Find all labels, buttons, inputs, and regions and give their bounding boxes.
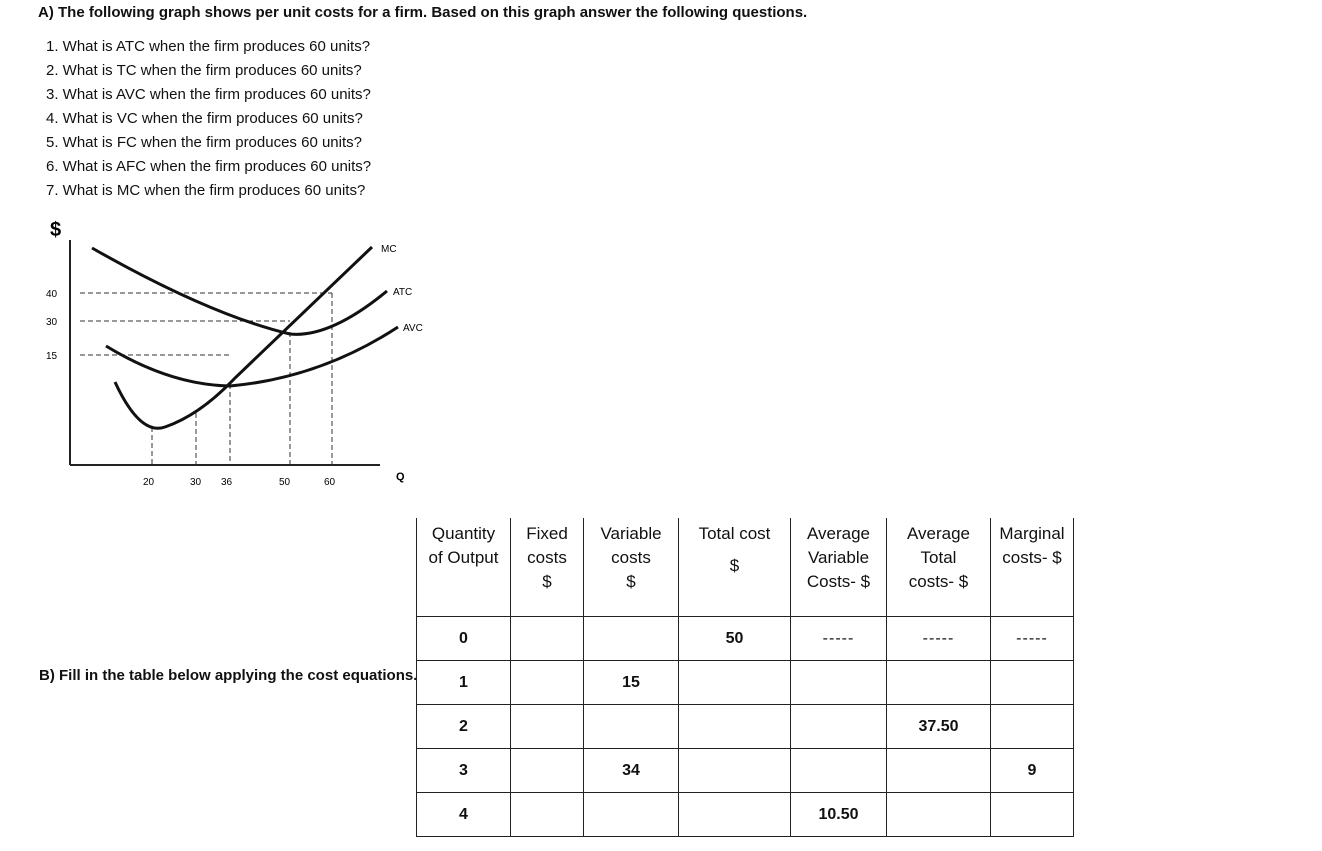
table-cell[interactable]: [791, 661, 887, 705]
table-cell[interactable]: 37.50: [887, 705, 991, 749]
table-cell[interactable]: 50: [679, 617, 791, 661]
table-cell[interactable]: 34: [584, 749, 679, 793]
table-cell[interactable]: [991, 705, 1074, 749]
x-tick-50: 50: [279, 477, 291, 488]
question-item: 3. What is AVC when the firm produces 60 units?: [46, 86, 371, 103]
atc-label: ATC: [393, 287, 413, 298]
table-row: [417, 793, 1074, 837]
table-cell[interactable]: 0: [417, 617, 511, 661]
table-cell[interactable]: [511, 705, 584, 749]
table-cell[interactable]: [584, 617, 679, 661]
table-cell[interactable]: [679, 661, 791, 705]
part-b-heading: B) Fill in the table below applying the cost equations.: [39, 667, 418, 684]
header-average-variable-costs: Average Variable Costs- $: [791, 518, 887, 617]
header-quantity: Quantity of Output: [417, 518, 511, 617]
table-row: [417, 705, 1074, 749]
question-item: 4. What is VC when the firm produces 60 units?: [46, 110, 363, 127]
cost-curves-graph: [0, 210, 440, 500]
table-cell[interactable]: 1: [417, 661, 511, 705]
cost-table: [416, 518, 1074, 837]
question-item: 6. What is AFC when the firm produces 60 units?: [46, 158, 372, 175]
table-cell[interactable]: 10.50: [791, 793, 887, 837]
table-cell[interactable]: [991, 661, 1074, 705]
x-axis-label: Q: [396, 471, 405, 483]
table-cell[interactable]: -----: [791, 617, 887, 661]
header-total-cost: Total cost $: [679, 518, 791, 617]
table-cell[interactable]: [791, 749, 887, 793]
avc-label: AVC: [403, 323, 423, 334]
table-cell[interactable]: -----: [887, 617, 991, 661]
y-tick-30: 30: [46, 317, 58, 328]
table-cell[interactable]: [511, 749, 584, 793]
table-cell[interactable]: [791, 705, 887, 749]
part-a-heading: A) The following graph shows per unit costs for a firm. Based on this graph answer the following questions.: [38, 4, 808, 21]
x-tick-36: 36: [221, 477, 233, 488]
table-cell[interactable]: [584, 705, 679, 749]
table-cell[interactable]: 4: [417, 793, 511, 837]
question-item: 5. What is FC when the firm produces 60 units?: [46, 134, 362, 151]
table-cell[interactable]: -----: [991, 617, 1074, 661]
x-tick-60: 60: [324, 477, 336, 488]
table-header-row: [417, 518, 1074, 617]
question-item: 7. What is MC when the firm produces 60 units?: [46, 182, 366, 199]
table-cell[interactable]: [887, 793, 991, 837]
x-tick-20: 20: [143, 477, 155, 488]
table-cell[interactable]: [887, 661, 991, 705]
y-tick-40: 40: [46, 289, 58, 300]
header-fixed-costs: Fixed costs $: [511, 518, 584, 617]
table-cell[interactable]: 15: [584, 661, 679, 705]
table-cell[interactable]: [679, 705, 791, 749]
table-row: [417, 661, 1074, 705]
y-axis-label: $: [50, 219, 62, 241]
table-cell[interactable]: [887, 749, 991, 793]
header-marginal-costs: Marginal costs- $: [991, 518, 1074, 617]
y-tick-15: 15: [46, 351, 58, 362]
table-cell[interactable]: [511, 617, 584, 661]
x-tick-30: 30: [190, 477, 202, 488]
table-cell[interactable]: [991, 793, 1074, 837]
header-variable-costs: Variable costs $: [584, 518, 679, 617]
table-row: [417, 749, 1074, 793]
table-cell[interactable]: [511, 793, 584, 837]
table-cell[interactable]: [511, 661, 584, 705]
table-row: [417, 617, 1074, 661]
table-cell[interactable]: [584, 793, 679, 837]
table-cell[interactable]: [679, 749, 791, 793]
question-item: 2. What is TC when the firm produces 60 units?: [46, 62, 362, 79]
question-item: 1. What is ATC when the firm produces 60 units?: [46, 38, 371, 55]
mc-curve: [115, 247, 372, 428]
avc-curve: [106, 327, 398, 386]
header-average-total-costs: Average Total costs- $: [887, 518, 991, 617]
table-cell[interactable]: 3: [417, 749, 511, 793]
table-cell[interactable]: [679, 793, 791, 837]
question-list: [46, 36, 371, 204]
table-cell[interactable]: 2: [417, 705, 511, 749]
mc-label: MC: [381, 244, 397, 255]
table-cell[interactable]: 9: [991, 749, 1074, 793]
